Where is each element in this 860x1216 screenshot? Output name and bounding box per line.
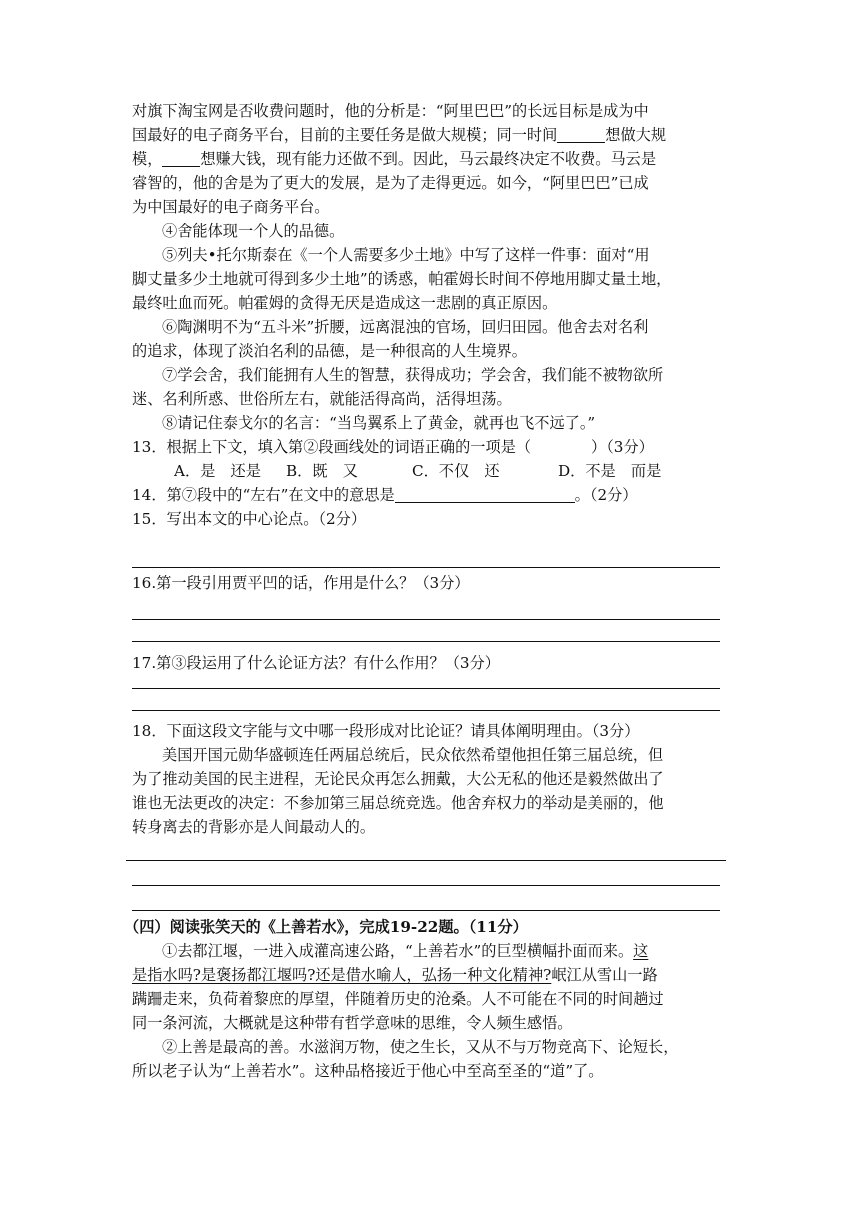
para2-line-1: 对旗下淘宝网是否收费问题时，他的分析是：“阿里巴巴”的长远目标是成为中 — [132, 102, 649, 120]
para2-line-3: 模， 想赚大钱，现有能力还做不到。因此，马云最终决定不收费。马云是 — [132, 150, 656, 168]
para4: ④舍能体现一个人的品德。 — [162, 222, 345, 240]
s4-para1-line-4: 同一条河流，大概就是这种带有哲学意味的思维，令人频生感悟。 — [132, 1014, 573, 1032]
s4-para1-line-1: ①去都江堰，一进入成灌高速公路，“上善若水”的巨型横幅扑面而来。这 — [162, 942, 649, 960]
para2-line-5: 为中国最好的电子商务平台。 — [132, 198, 330, 216]
para6-line-2: 的追求，体现了淡泊名利的品德，是一种很高的人生境界。 — [132, 342, 527, 360]
option-a[interactable]: A．是 还是 — [174, 462, 261, 480]
answer-line-16b[interactable] — [132, 641, 720, 642]
question-18: 18．下面这段文字能与文中哪一段形成对比论证？请具体阐明理由。（3分） — [132, 722, 640, 740]
answer-line-18b[interactable] — [132, 885, 720, 886]
section-4-heading: （四）阅读张笑天的《上善若水》，完成19-22题。（11分） — [124, 918, 528, 936]
para2-line-2: 国最好的电子商务平台，目前的主要任务是做大规模；同一时间 想做大规 — [132, 126, 666, 144]
para5-line-3: 最终吐血而死。帕霍姆的贪得无厌是造成这一悲剧的真正原因。 — [132, 294, 558, 312]
question-17: 17.第③段运用了什么论证方法？有什么作用？（3分） — [132, 654, 500, 672]
para5-line-2: 脚丈量多少土地就可得到多少土地”的诱惑，帕霍姆长时间不停地用脚丈量土地， — [132, 270, 672, 288]
answer-blank-14[interactable] — [395, 485, 575, 503]
question-14: 14．第⑦段中的“左右”在文中的意思是 。（2分） — [132, 486, 638, 504]
option-d[interactable]: D．不是 而是 — [558, 462, 662, 480]
question-15: 15．写出本文的中心论点。（2分） — [132, 510, 367, 528]
option-b[interactable]: B．既 又 — [286, 462, 358, 480]
fill-blank-2[interactable] — [162, 149, 200, 167]
q18-passage-line-4: 转身离去的背影亦是人间最动人的。 — [132, 818, 375, 836]
answer-line-18c[interactable] — [132, 910, 720, 911]
answer-line-15[interactable] — [132, 567, 720, 568]
q18-passage-line-3: 谁也无法更改的决定：不参加第三届总统竞选。他舍弃权力的举动是美丽的，他 — [132, 794, 664, 812]
para8: ⑧请记住泰戈尔的名言：“当鸟翼系上了黄金，就再也飞不远了。” — [162, 414, 596, 432]
question-13-options — [174, 460, 661, 482]
answer-line-18a[interactable] — [126, 860, 726, 861]
answer-line-17a[interactable] — [132, 688, 720, 689]
q18-passage-line-1: 美国开国元勋华盛顿连任两届总统后，民众依然希望他担任第三届总统，但 — [162, 746, 664, 764]
para7-line-1: ⑦学会舍，我们能拥有人生的智慧，获得成功；学会舍，我们能不被物欲所 — [162, 366, 664, 384]
question-13: 13．根据上下文，填入第②段画线处的词语正确的一项是（ ）（3分） — [132, 438, 654, 456]
answer-line-16a[interactable] — [132, 619, 720, 620]
fill-blank-1[interactable] — [557, 125, 605, 143]
s4-para1-line-2: 是指水吗?是褒扬都江堰吗?还是借水喻人，弘扬一种文化精神?岷江从雪山一路 — [132, 966, 658, 984]
para5-line-1: ⑤列夫•托尔斯泰在《一个人需要多少土地》中写了这样一件事：面对“用 — [162, 246, 650, 264]
question-16: 16.第一段引用贾平凹的话，作用是什么？（3分） — [132, 574, 470, 592]
para6-line-1: ⑥陶渊明不为“五斗米”折腰，远离混浊的官场，回归田园。他舍去对名利 — [162, 318, 649, 336]
option-c[interactable]: C．不仅 还 — [412, 462, 500, 480]
s4-para2-line-2: 所以老子认为“上善若水”。这种品格接近于他心中至高至圣的“道”了。 — [132, 1062, 604, 1080]
s4-para1-line-3: 蹒跚走来，负荷着黎庶的厚望，伴随着历史的沧桑。人不可能在不同的时间趟过 — [132, 990, 664, 1008]
para7-line-2: 迷、名利所惑、世俗所左右，就能活得高尚，活得坦荡。 — [132, 390, 512, 408]
s4-para2-line-1: ②上善是最高的善。水滋润万物，使之生长，又从不与万物竞高下、论短长， — [162, 1038, 679, 1056]
answer-line-17b[interactable] — [132, 710, 720, 711]
para2-line-4: 睿智的，他的舍是为了更大的发展，是为了走得更远。如今，“阿里巴巴”已成 — [132, 174, 649, 192]
q18-passage-line-2: 为了推动美国的民主进程，无论民众再怎么拥戴，大公无私的他还是毅然做出了 — [132, 770, 664, 788]
